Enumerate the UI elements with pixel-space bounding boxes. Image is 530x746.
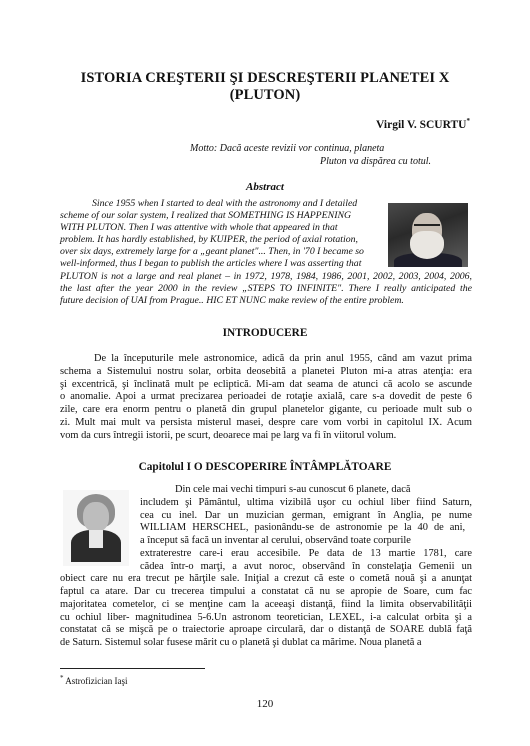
chapter-line: cu ochiul liber- magnitudinea 5-6.Un astronom teoretician, LEXEL, i-a calculat orbita şi a — [60, 611, 472, 623]
motto-line-2: Pluton va dispărea cu totul. — [320, 156, 432, 167]
footnote-mark: * — [60, 674, 64, 682]
abstract-line: over six days, extremely large for a „geant planet"... Then, in '70 I became so — [60, 246, 364, 258]
author-footnote-mark: * — [466, 117, 470, 125]
footnote — [60, 674, 128, 686]
abstract-line: Since 1955 when I started to deal with the astronomy and I detailed — [92, 198, 358, 209]
abstract-heading: Abstract — [246, 181, 284, 193]
abstract-line: future decision of UAI from Prague.. HIC ET NUNC make review of the entire problem. — [60, 294, 404, 306]
intro-line: vom da curs întregii istorii, pe scurt, deoarece mai pe larg va fi în viitorul volum. — [60, 429, 397, 441]
page-number: 120 — [256, 698, 274, 710]
chapter-line: de Saturn. Sistemul solar fusese mărit cu o planetă şi dublat ca mărime. Noua planetă a — [60, 637, 422, 648]
abstract-line: scheme of our solar system, I realized that SOMETHING IS HAPPENING — [60, 210, 352, 222]
chapter-line: includem şi Pământul, ultima vizibilă uşor cu ochiul liber fiind Saturn, — [140, 496, 472, 508]
chapter-line: extraterestre care-i erau accesibile. Pe data de 13 martie 1781, care — [140, 547, 472, 559]
intro-line: De la începuturile mele astronomice, adică da prin anul 1955, când am vazut prima — [94, 353, 472, 364]
footnote-text: Astrofizician Iaşi — [65, 676, 128, 686]
motto — [190, 142, 490, 168]
title-line-2: (PLUTON) — [229, 87, 301, 103]
motto-line-1: Motto: Dacă aceste revizii vor continua, planeta — [190, 143, 385, 154]
intro-line: şi excentrică, şi înclinată mult pe ecliptică. Mi-am dat seama de atunci că acolo se ascunde — [60, 378, 472, 390]
intro-line: zile, care era enorm pentru o planetă din grupul planetelor gigante, cu perioade mult sub o — [60, 404, 472, 415]
chapter-line: a început să facă un inventar al cerului, observând toate corpurile — [140, 535, 411, 546]
footnote-divider — [60, 668, 205, 669]
title-line-1: ISTORIA CREŞTERII ŞI DESCREŞTERII PLANETEI X — [80, 70, 450, 86]
chapter-line: obiect care nu era trecut pe hărţile sale. Iniţial a crezut că este o cometă nouă şi a anunţat — [60, 573, 472, 585]
chapter-line: cea cu inel. Dar un muzician german, emigrant în Anglia, pe nume — [140, 509, 472, 521]
intro-heading: INTRODUCERE — [222, 327, 308, 339]
chapter-line: faptul ca atare. Dar cu trecerea timpului a constatat că nu se apropie de Soare, cum fac — [60, 586, 472, 597]
chapter-line: cădea într-o marţi, a avut noroc, observând în constelaţia Gemenii un — [140, 560, 472, 572]
chapter-line: Din cele mai vechi timpuri s-au cunoscut 6 planete, dacă — [175, 484, 411, 495]
chapter-line: constatat că se mişcă pe o traiectorie aproape circulară, dar o distanţă de SOARE dublă faţă — [60, 624, 472, 636]
intro-line: schema a Sistemului nostru solar, orbita deosebită a planetei Pluton mi-a atras atenţia: era — [60, 365, 472, 377]
abstract-line: the last after the year 2000 in the review „STEPS TO INFINITE". There I really anticipated the — [60, 282, 472, 294]
chapter-line: majoritatea cometelor, ci se menţine cam la aceeaşi distanţă, fiind la limita observabilităţii — [60, 598, 472, 610]
page-title — [60, 70, 470, 104]
abstract-line: WITH PLUTON. Then I was attentive with whole that appeared in that — [60, 222, 338, 234]
intro-paragraph — [60, 353, 472, 442]
abstract-line: PLUTON is not a large and real planet – in 1972, 1978, 1984, 1986, 2001, 2002, 2003, 2004, 2006, — [60, 270, 472, 282]
intro-line: zi. Mult mai mult va persista misterul masei, despre care vom vorbi in capitolul IX. Acum — [60, 416, 472, 428]
chapter-heading: Capitolul I O DESCOPERIRE ÎNTÂMPLĂTOARE — [138, 461, 392, 473]
intro-line: o anomalie. Apoi a urmat precizarea perioadei de rotaţie axială, care s-a dovedit de peste 6 — [60, 391, 472, 403]
author-photo — [388, 203, 468, 267]
chapter-line: WILLIAM HERSCHEL, pasionându-se de astronomie pe la 40 de ani, — [140, 522, 466, 534]
author-name: Virgil V. SCURTU* — [376, 117, 470, 131]
abstract-line: well-informed, thus I began to publish the articles where I was asserting that — [60, 258, 362, 270]
abstract-line: problem. It has hardly established, by KUIPER, the period of axial rotation, — [60, 234, 358, 246]
chapter-paragraph — [60, 484, 472, 650]
